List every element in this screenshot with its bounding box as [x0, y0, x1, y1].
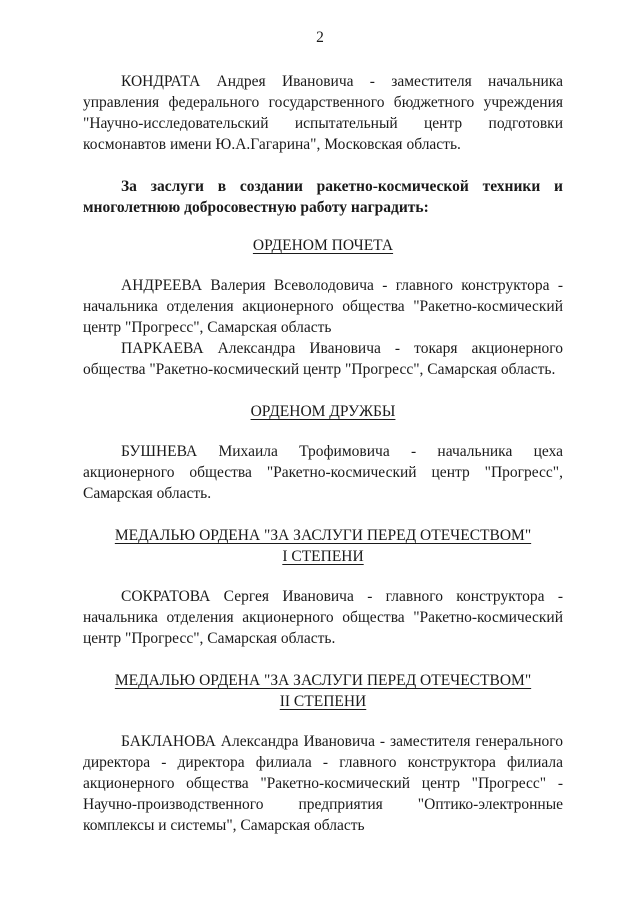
spacer — [83, 712, 563, 731]
page-number: 2 — [316, 29, 324, 46]
section-heading: МЕДАЛЬЮ ОРДЕНА "ЗА ЗАСЛУГИ ПЕРЕД ОТЕЧЕСТВОМ" — [114, 527, 532, 544]
awardee-entry: БАКЛАНОВА Александра Ивановича - заместителя генерального директора - директора филиала - главного конструктора филиала акционерного общества "Ракетно-космический центр "Прогресс" - Научно-производственного предприятия "Оптико-электронные комплексы и системы", Самарская область — [83, 733, 563, 834]
section-heading-degree: II СТЕПЕНИ — [279, 693, 367, 710]
decree-paragraph: За заслуги в создании ракетно-космической техники и многолетнюю добросовестную работу наградить: — [83, 178, 563, 216]
award-section-medal-second-degree — [83, 670, 563, 836]
section-heading: ОРДЕНОМ ДРУЖБЫ — [250, 403, 396, 420]
awardee-entry: СОКРАТОВА Сергея Ивановича - главного конструктора - начальника отделения акционерного общества "Ракетно-космический центр "Прогресс", Самарская область. — [83, 588, 563, 647]
spacer — [83, 422, 563, 441]
spacer — [83, 567, 563, 586]
award-section-medal-first-degree — [83, 525, 563, 649]
spacer — [83, 649, 563, 670]
section-heading: МЕДАЛЬЮ ОРДЕНА "ЗА ЗАСЛУГИ ПЕРЕД ОТЕЧЕСТВОМ" — [114, 672, 532, 689]
section-heading-degree: I СТЕПЕНИ — [282, 548, 364, 565]
spacer — [83, 155, 563, 176]
spacer — [83, 256, 563, 275]
document-body — [83, 71, 563, 836]
awardee-entry: АНДРЕЕВА Валерия Всеволодовича - главного конструктора - начальника отделения акционерного общества "Ракетно-космический центр "Прогресс", Самарская область — [83, 277, 563, 336]
section-heading: ОРДЕНОМ ПОЧЕТА — [252, 237, 394, 254]
award-section-order-of-honor — [83, 235, 563, 380]
awardee-entry: БУШНЕВА Михаила Трофимовича - начальника цеха акционерного общества "Ракетно-космический центр "Прогресс", Самарская область. — [83, 443, 563, 502]
spacer — [83, 380, 563, 401]
spacer — [83, 218, 563, 235]
awardee-entry: ПАРКАЕВА Александра Ивановича - токаря акционерного общества "Ракетно-космический центр "Прогресс", Самарская область. — [83, 340, 563, 378]
spacer — [83, 504, 563, 525]
intro-paragraph: КОНДРАТА Андрея Ивановича - заместителя начальника управления федерального государственного бюджетного учреждения "Научно-исследовательский испытательный центр подготовки космонавтов имени Ю.А.Гагарина", Московская область. — [83, 73, 563, 153]
award-section-order-of-friendship — [83, 401, 563, 504]
